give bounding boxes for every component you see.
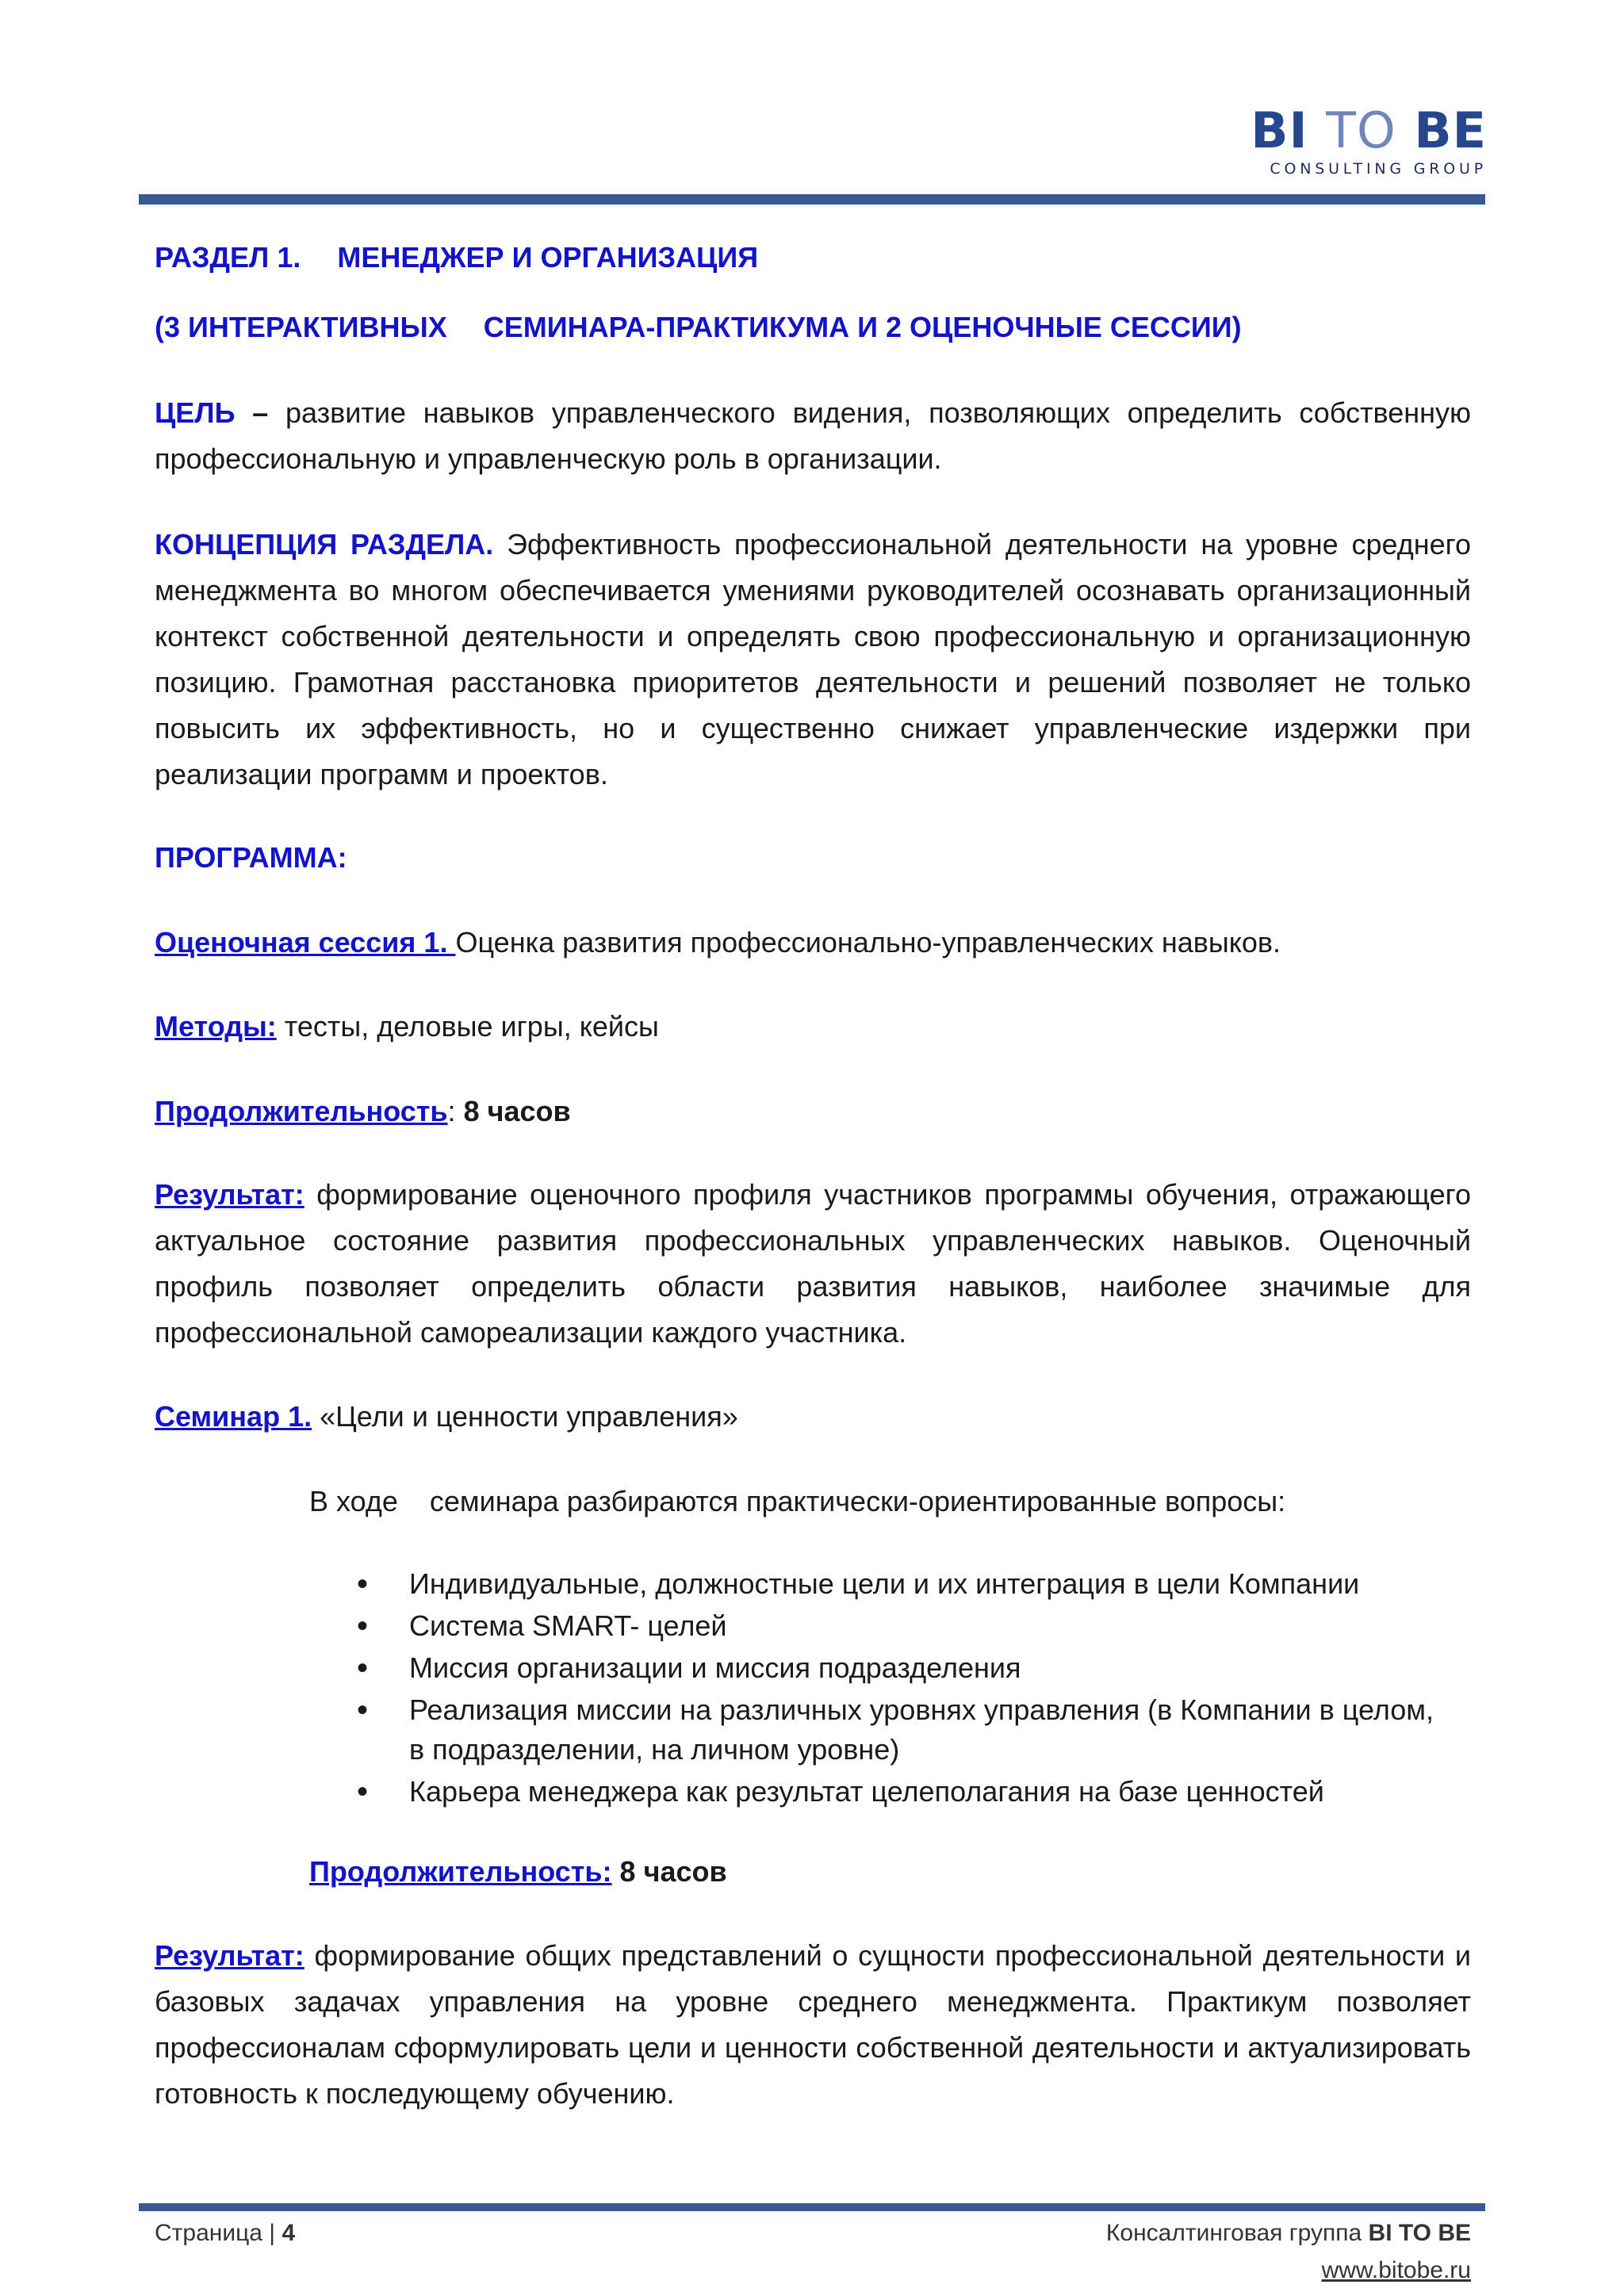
company-logo — [1237, 103, 1487, 182]
section-title: РАЗДЕЛ 1. МЕНЕДЖЕР И ОРГАНИЗАЦИЯ — [155, 241, 759, 274]
assessment-session-label: Оценочная сессия 1. — [155, 926, 456, 959]
duration-label: Продолжительность — [155, 1095, 448, 1127]
logo-subtitle: CONSULTING GROUP — [1270, 160, 1487, 178]
footer-divider — [139, 2203, 1485, 2211]
seminar-duration-label: Продолжительность: — [309, 1855, 612, 1888]
methods-label: Методы: — [155, 1010, 277, 1043]
program-heading: ПРОГРАММА: — [155, 841, 347, 874]
seminar-result-label: Результат: — [155, 1939, 304, 1972]
page-number: Страница | 4 — [155, 2220, 296, 2246]
duration-line: Продолжительность: 8 часов — [155, 1095, 571, 1127]
seminar-intro: В ходе семинара разбираются практически-ориентированные вопросы: — [309, 1485, 1286, 1517]
seminar-topics-list — [357, 1564, 1451, 1814]
goal-paragraph: ЦЕЛЬ – развитие навыков управленческого видения, позволяющих определить собственную профессиональную и управленческую роль в организации. — [155, 396, 1471, 475]
goal-label: ЦЕЛЬ — [155, 396, 236, 429]
duration-value: 8 часов — [463, 1095, 571, 1127]
list-item: • Реализация миссии на различных уровнях управления (в Компании в целом, в подразделении, на личном уровне) — [357, 1690, 1451, 1770]
header-divider — [139, 194, 1485, 205]
list-item: • Система SMART- целей — [357, 1606, 1451, 1646]
assessment-session: Оценочная сессия 1. Оценка развития профессионально-управленческих навыков. — [155, 926, 1281, 959]
concept-paragraph: КОНЦЕПЦИЯ РАЗДЕЛА. Эффективность профессиональной деятельности на уровне среднего менеджмента во многом обеспечивается умениями руководителей осознавать организационный контекст собственной деятельности и определять свою профессиональную и организационную позицию. Грамотная расстановка приоритетов деятельности и решений позволяет не только повысить их эффективность, но и существенно снижает управленческие издержки при реализации программ и проектов. — [155, 528, 1471, 790]
concept-label: КОНЦЕПЦИЯ РАЗДЕЛА. — [155, 528, 494, 561]
seminar-line: Семинар 1. «Цели и ценности управления» — [155, 1400, 738, 1433]
list-item: • Миссия организации и миссия подразделения — [357, 1648, 1451, 1688]
result-label: Результат: — [155, 1178, 304, 1211]
seminar-label: Семинар 1. — [155, 1400, 312, 1433]
result-paragraph: Результат: формирование оценочного профиля участников программы обучения, отражающего актуальное состояние развития профессиональных управленческих навыков. Оценочный профиль позволяет определить области развития навыков, наиболее значимые для профессиональной самореализации каждого участника. — [155, 1178, 1471, 1349]
seminar-result-paragraph: Результат: формирование общих представлений о сущности профессиональной деятельности и базовых задачах управления на уровне среднего менеджмента. Практикум позволяет профессионалам сформулировать цели и ценности собственной деятельности и актуализировать готовность к последующему обучению. — [155, 1939, 1471, 2110]
list-item: • Карьера менеджера как результат целеполагания на базе ценностей — [357, 1772, 1451, 1812]
seminar-duration-value: 8 часов — [611, 1855, 727, 1888]
seminar-duration-line — [309, 1849, 1419, 1895]
list-item: • Индивидуальные, должностные цели и их интеграция в цели Компании — [357, 1564, 1451, 1604]
methods-line: Методы: тесты, деловые игры, кейсы — [155, 1010, 659, 1043]
footer-company: Консалтинговая группа BI TO BE — [1105, 2220, 1471, 2246]
logo-wordmark: BI TO BE — [1251, 101, 1487, 159]
website-link[interactable]: www.bitobe.ru — [1321, 2257, 1471, 2283]
section-subtitle: (3 ИНТЕРАКТИВНЫХ СЕМИНАРА-ПРАКТИКУМА И 2 ОЦЕНОЧНЫЕ СЕССИИ) — [155, 311, 1242, 343]
